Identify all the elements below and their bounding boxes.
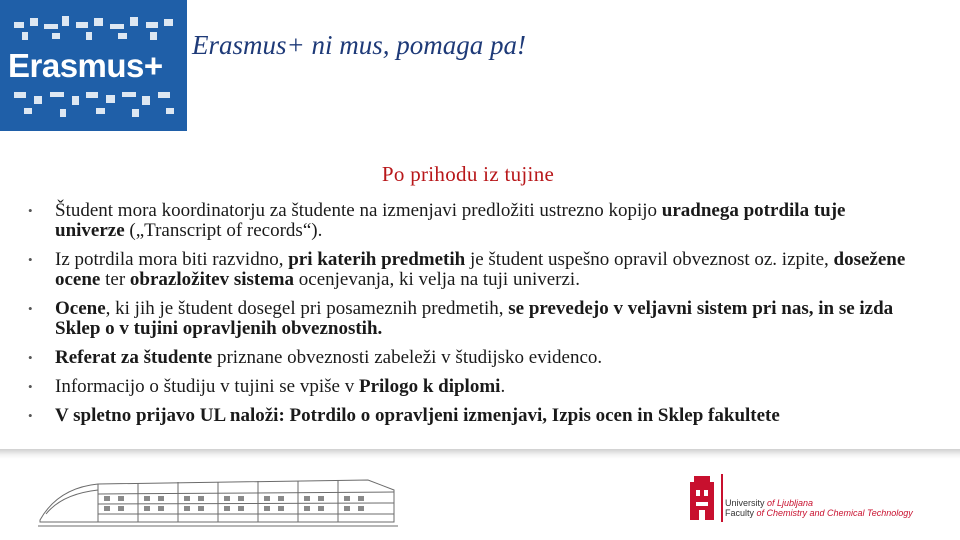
slide-title: Po prihodu iz tujine [381,162,555,186]
footer-divider [0,449,960,459]
bullet-text-bold: V spletno prijavo UL naloži: Potrdilo o opravljeni izmenjavi, Izpis ocen in Sklep fakultete [55,405,780,426]
bullet-dot-icon: • [28,301,33,316]
faculty-building-illustration [38,470,398,530]
erasmus-logo [0,0,187,131]
bullet-dot-icon: • [28,350,33,365]
university-name [725,498,813,508]
bullet-text: Študent mora koordinatorju za študente na izmenjavi predložiti ustrezno kopijo [55,200,662,221]
bullet-text: je študent uspešno opravil obveznost oz. izpite, [465,249,834,270]
logo-text: Erasmus+ [8,47,163,84]
bullet-text-bold: se prevedejo v veljavni sistem pri nas, in se izda Sklep o v tujini opravljenih obveznostih. [55,298,894,339]
bullet-list [28,201,908,435]
bullet-text: . [500,376,506,397]
bullet-text-bold: obrazložitev sistema [129,269,295,290]
university-divider [721,474,723,522]
tagline: Erasmus+ ni mus, pomaga pa! [192,30,526,60]
bullet-text-bold: Referat za študente [55,347,213,368]
bullet-text: ocenjevanja, ki velja na tuji univerzi. [294,269,580,290]
bullet-item [28,250,908,290]
bullet-text-bold: Prilogo k diplomi [358,376,501,397]
bullet-text: ter [100,269,130,290]
bullet-text-bold: Ocene [55,298,106,319]
bullet-item [28,348,908,368]
bullet-dot-icon: • [28,408,33,423]
bullet-item [28,377,908,397]
bullet-text: („Transcript of records“). [124,220,323,241]
university-crest-icon [688,474,716,522]
bullet-text: , ki jih je študent dosegel pri posameznih predmetih, [105,298,509,319]
faculty-name [725,508,913,518]
bullet-dot-icon: • [28,252,33,267]
bullet-item [28,299,908,339]
bullet-text: priznane obveznosti zabeleži v študijsko evidenco. [212,347,603,368]
bullet-item [28,201,908,241]
bullet-item [28,406,908,426]
bullet-dot-icon: • [28,379,33,394]
university-name-part1: University [725,498,768,508]
bullet-text: Iz potrdila mora biti razvidno, [55,249,289,270]
bullet-text-bold: uradnega potrdila tuje univerze [55,200,846,241]
bullet-text-bold: dosežene ocene [55,249,906,290]
bullet-text-bold: pri katerih predmetih [288,249,466,270]
bullet-dot-icon: • [28,203,33,218]
faculty-name-part2: of Chemistry and Chemical Technology [756,508,913,518]
faculty-name-part1: Faculty [725,508,757,518]
bullet-text: Informacijo o študiju v tujini se vpiše v [55,376,359,397]
university-name-part2: of Ljubljana [767,498,814,508]
